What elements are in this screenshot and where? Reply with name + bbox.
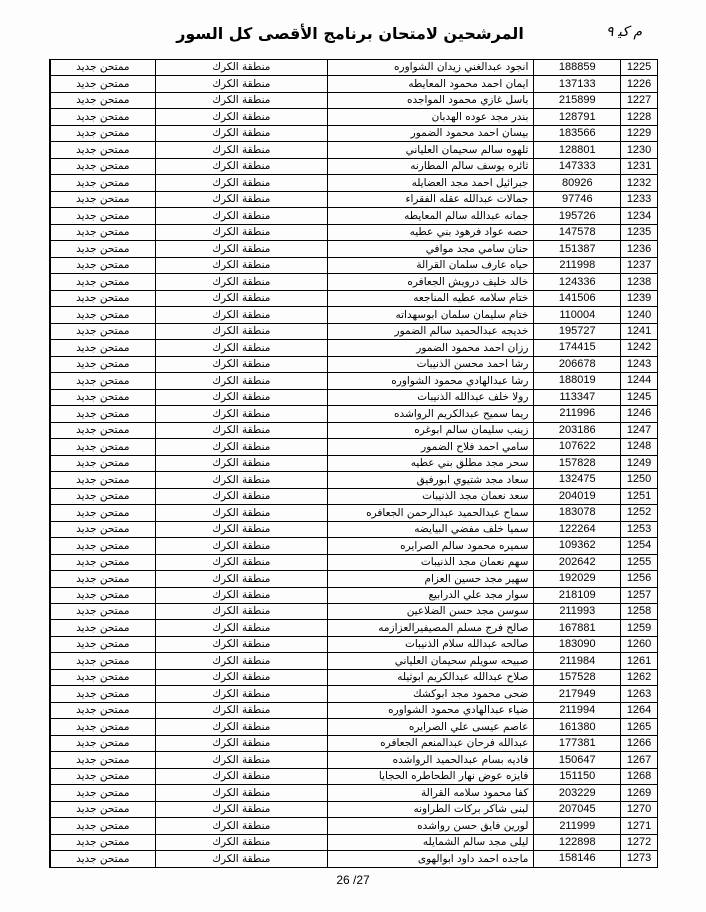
region-cell: منطقة الكرك [155, 620, 327, 635]
candidate-name-cell: ماجده احمد داود ابوالهوى [327, 851, 533, 866]
seq-cell: 1231 [620, 159, 657, 174]
table-row [50, 93, 657, 109]
region-cell: منطقة الكرك [155, 439, 327, 454]
region-cell: منطقة الكرك [155, 802, 327, 817]
region-cell: منطقة الكرك [155, 192, 327, 207]
candidate-name-cell: سامي احمد فلاح الضمور [327, 439, 533, 454]
seq-cell: 1251 [620, 489, 657, 504]
candidate-name-cell: خديجه عبدالحميد سالم الضمور [327, 324, 533, 339]
candidate-number-cell: 188859 [533, 60, 620, 75]
table-row [50, 324, 657, 340]
seq-cell: 1265 [620, 719, 657, 734]
seq-cell: 1253 [620, 522, 657, 537]
table-row [50, 653, 657, 669]
candidate-number-cell: 211998 [533, 258, 620, 273]
table-row [50, 851, 657, 866]
status-cell: ممتحن جديد [50, 175, 155, 190]
region-cell: منطقة الكرك [155, 142, 327, 157]
table-row [50, 373, 657, 389]
seq-cell: 1236 [620, 241, 657, 256]
seq-cell: 1227 [620, 93, 657, 108]
region-cell: منطقة الكرك [155, 390, 327, 405]
status-cell: ممتحن جديد [50, 274, 155, 289]
candidate-number-cell: 211993 [533, 604, 620, 619]
status-cell: ممتحن جديد [50, 76, 155, 91]
status-cell: ممتحن جديد [50, 802, 155, 817]
handwritten-note: م ﻛﯿ ۹ [606, 24, 642, 40]
status-cell: ممتحن جديد [50, 835, 155, 850]
candidate-name-cell: سعاد مجد شتيوي ابورفيق [327, 472, 533, 487]
table-row [50, 307, 657, 323]
candidate-number-cell: 183566 [533, 126, 620, 141]
status-cell: ممتحن جديد [50, 653, 155, 668]
candidate-name-cell: سحر مجد مطلق بني عطيه [327, 456, 533, 471]
table-row [50, 670, 657, 686]
region-cell: منطقة الكرك [155, 522, 327, 537]
region-cell: منطقة الكرك [155, 637, 327, 652]
candidates-table [49, 59, 658, 868]
table-row [50, 736, 657, 752]
candidate-name-cell: بيسان احمد محمود الضمور [327, 126, 533, 141]
candidate-name-cell: ضياء عبدالهادي محمود الشواوره [327, 703, 533, 718]
status-cell: ممتحن جديد [50, 620, 155, 635]
region-cell: منطقة الكرك [155, 736, 327, 751]
table-row [50, 76, 657, 92]
seq-cell: 1263 [620, 686, 657, 701]
seq-cell: 1241 [620, 324, 657, 339]
candidate-number-cell: 110004 [533, 307, 620, 322]
candidate-number-cell: 217949 [533, 686, 620, 701]
seq-cell: 1237 [620, 258, 657, 273]
candidate-number-cell: 122264 [533, 522, 620, 537]
status-cell: ممتحن جديد [50, 719, 155, 734]
status-cell: ممتحن جديد [50, 472, 155, 487]
candidate-name-cell: فايزه عوض نهار الطحاطره الحجايا [327, 769, 533, 784]
region-cell: منطقة الكرك [155, 588, 327, 603]
status-cell: ممتحن جديد [50, 406, 155, 421]
status-cell: ممتحن جديد [50, 538, 155, 553]
candidate-name-cell: لورين فايق حسن رواشده [327, 818, 533, 833]
seq-cell: 1232 [620, 175, 657, 190]
candidate-name-cell: بندر مجد عوده الهدبان [327, 109, 533, 124]
candidate-name-cell: ختام سليمان سلمان ابوسهداته [327, 307, 533, 322]
candidate-number-cell: 107622 [533, 439, 620, 454]
seq-cell: 1245 [620, 390, 657, 405]
candidate-number-cell: 203186 [533, 423, 620, 438]
status-cell: ممتحن جديد [50, 340, 155, 355]
candidate-number-cell: 211996 [533, 406, 620, 421]
status-cell: ممتحن جديد [50, 588, 155, 603]
table-row [50, 225, 657, 241]
seq-cell: 1234 [620, 208, 657, 223]
status-cell: ممتحن جديد [50, 93, 155, 108]
candidate-number-cell: 211984 [533, 653, 620, 668]
region-cell: منطقة الكرك [155, 423, 327, 438]
table-row [50, 241, 657, 257]
table-row [50, 538, 657, 554]
table-row [50, 192, 657, 208]
table-row [50, 258, 657, 274]
seq-cell: 1226 [620, 76, 657, 91]
seq-cell: 1248 [620, 439, 657, 454]
seq-cell: 1269 [620, 785, 657, 800]
candidate-number-cell: 203229 [533, 785, 620, 800]
region-cell: منطقة الكرك [155, 785, 327, 800]
seq-cell: 1229 [620, 126, 657, 141]
table-row [50, 571, 657, 587]
seq-cell: 1273 [620, 851, 657, 866]
status-cell: ممتحن جديد [50, 192, 155, 207]
table-row [50, 620, 657, 636]
region-cell: منطقة الكرك [155, 653, 327, 668]
table-row [50, 406, 657, 422]
region-cell: منطقة الكرك [155, 357, 327, 372]
candidate-number-cell: 132475 [533, 472, 620, 487]
table-row [50, 752, 657, 768]
candidate-number-cell: 183090 [533, 637, 620, 652]
status-cell: ممتحن جديد [50, 291, 155, 306]
candidate-number-cell: 113347 [533, 390, 620, 405]
status-cell: ممتحن جديد [50, 489, 155, 504]
status-cell: ممتحن جديد [50, 637, 155, 652]
table-row [50, 159, 657, 175]
table-row [50, 439, 657, 455]
region-cell: منطقة الكرك [155, 555, 327, 570]
candidate-number-cell: 157528 [533, 670, 620, 685]
candidate-name-cell: عاصم عيسى علي الصرايره [327, 719, 533, 734]
candidate-name-cell: رزان احمد محمود الضمور [327, 340, 533, 355]
seq-cell: 1235 [620, 225, 657, 240]
candidate-number-cell: 183078 [533, 505, 620, 520]
candidate-name-cell: رشا عبدالهادي محمود الشواوره [327, 373, 533, 388]
candidate-name-cell: سميره محمود سالم الصرايره [327, 538, 533, 553]
candidate-number-cell: 157828 [533, 456, 620, 471]
region-cell: منطقة الكرك [155, 258, 327, 273]
candidate-number-cell: 122898 [533, 835, 620, 850]
seq-cell: 1242 [620, 340, 657, 355]
candidate-name-cell: صالح فرج مسلم المصيفيرالعزازمه [327, 620, 533, 635]
table-row [50, 588, 657, 604]
status-cell: ممتحن جديد [50, 736, 155, 751]
seq-cell: 1240 [620, 307, 657, 322]
candidate-number-cell: 109362 [533, 538, 620, 553]
status-cell: ممتحن جديد [50, 571, 155, 586]
region-cell: منطقة الكرك [155, 225, 327, 240]
status-cell: ممتحن جديد [50, 307, 155, 322]
candidate-name-cell: خالد خليف درويش الجعافره [327, 274, 533, 289]
candidate-number-cell: 195726 [533, 208, 620, 223]
candidate-number-cell: 128801 [533, 142, 620, 157]
candidate-number-cell: 147333 [533, 159, 620, 174]
status-cell: ممتحن جديد [50, 142, 155, 157]
candidate-name-cell: جمالات عبدالله عقله الفقراء [327, 192, 533, 207]
status-cell: ممتحن جديد [50, 324, 155, 339]
region-cell: منطقة الكرك [155, 472, 327, 487]
seq-cell: 1267 [620, 752, 657, 767]
table-row [50, 769, 657, 785]
seq-cell: 1250 [620, 472, 657, 487]
status-cell: ممتحن جديد [50, 522, 155, 537]
region-cell: منطقة الكرك [155, 670, 327, 685]
table-row [50, 423, 657, 439]
region-cell: منطقة الكرك [155, 109, 327, 124]
region-cell: منطقة الكرك [155, 752, 327, 767]
region-cell: منطقة الكرك [155, 719, 327, 734]
table-row [50, 637, 657, 653]
status-cell: ممتحن جديد [50, 703, 155, 718]
status-cell: ممتحن جديد [50, 258, 155, 273]
seq-cell: 1271 [620, 818, 657, 833]
status-cell: ممتحن جديد [50, 373, 155, 388]
status-cell: ممتحن جديد [50, 423, 155, 438]
status-cell: ممتحن جديد [50, 505, 155, 520]
candidate-name-cell: رشا احمد محسن الذنيبات [327, 357, 533, 372]
candidate-number-cell: 161380 [533, 719, 620, 734]
candidate-name-cell: حياه عارف سلمان القرالة [327, 258, 533, 273]
candidate-number-cell: 192029 [533, 571, 620, 586]
status-cell: ممتحن جديد [50, 109, 155, 124]
candidate-name-cell: ثلهوه سالم سحيمان العلياني [327, 142, 533, 157]
table-row [50, 686, 657, 702]
status-cell: ممتحن جديد [50, 159, 155, 174]
status-cell: ممتحن جديد [50, 241, 155, 256]
page-title: المرشحين لامتحان برنامج الأقصى كل السور [176, 24, 524, 43]
seq-cell: 1252 [620, 505, 657, 520]
candidate-number-cell: 80926 [533, 175, 620, 190]
candidate-number-cell: 141506 [533, 291, 620, 306]
region-cell: منطقة الكرك [155, 489, 327, 504]
candidate-name-cell: رولا خلف عبدالله الذنيبات [327, 390, 533, 405]
candidate-name-cell: فاديه بسام عبدالحميد الرواشده [327, 752, 533, 767]
table-row [50, 142, 657, 158]
candidate-name-cell: زينب سليمان سالم ابوغره [327, 423, 533, 438]
candidate-number-cell: 128791 [533, 109, 620, 124]
region-cell: منطقة الكرك [155, 604, 327, 619]
candidate-number-cell: 124336 [533, 274, 620, 289]
status-cell: ممتحن جديد [50, 126, 155, 141]
candidate-name-cell: جمانه عبدالله سالم المعايطه [327, 208, 533, 223]
status-cell: ممتحن جديد [50, 785, 155, 800]
table-row [50, 835, 657, 851]
candidate-number-cell: 158146 [533, 851, 620, 866]
table-row [50, 340, 657, 356]
status-cell: ممتحن جديد [50, 769, 155, 784]
region-cell: منطقة الكرك [155, 505, 327, 520]
status-cell: ممتحن جديد [50, 851, 155, 866]
candidate-name-cell: ختام سلامه عطيه المناجعه [327, 291, 533, 306]
seq-cell: 1239 [620, 291, 657, 306]
seq-cell: 1230 [620, 142, 657, 157]
candidate-name-cell: سميا خلف مفضي البيايضه [327, 522, 533, 537]
candidate-name-cell: سوسن مجد حسن الضلاعين [327, 604, 533, 619]
status-cell: ممتحن جديد [50, 555, 155, 570]
seq-cell: 1246 [620, 406, 657, 421]
candidate-name-cell: كفا محمود سلامه القرالة [327, 785, 533, 800]
seq-cell: 1260 [620, 637, 657, 652]
candidate-number-cell: 211994 [533, 703, 620, 718]
region-cell: منطقة الكرك [155, 769, 327, 784]
candidate-name-cell: لبنى شاكر بركات الطراونه [327, 802, 533, 817]
region-cell: منطقة الكرك [155, 851, 327, 866]
candidate-number-cell: 215899 [533, 93, 620, 108]
table-row [50, 456, 657, 472]
seq-cell: 1228 [620, 109, 657, 124]
region-cell: منطقة الكرك [155, 274, 327, 289]
candidate-name-cell: جبرائيل احمد مجد العضايله [327, 175, 533, 190]
candidate-name-cell: صالحه عبدالله سلام الذنيبات [327, 637, 533, 652]
table-row [50, 390, 657, 406]
status-cell: ممتحن جديد [50, 357, 155, 372]
region-cell: منطقة الكرك [155, 456, 327, 471]
candidate-name-cell: صبيحه سويلم سحيمان العلياني [327, 653, 533, 668]
candidate-name-cell: ضحى محمود مجد ابوكشك [327, 686, 533, 701]
seq-cell: 1268 [620, 769, 657, 784]
status-cell: ممتحن جديد [50, 818, 155, 833]
candidate-number-cell: 151150 [533, 769, 620, 784]
region-cell: منطقة الكرك [155, 60, 327, 75]
candidate-name-cell: ليلى مجد سالم الشمايله [327, 835, 533, 850]
seq-cell: 1233 [620, 192, 657, 207]
candidate-number-cell: 188019 [533, 373, 620, 388]
status-cell: ممتحن جديد [50, 60, 155, 75]
candidate-name-cell: سوار مجد علي الدرابيع [327, 588, 533, 603]
candidate-name-cell: ثائره يوسف سالم المطارنه [327, 159, 533, 174]
seq-cell: 1225 [620, 60, 657, 75]
seq-cell: 1249 [620, 456, 657, 471]
candidate-number-cell: 195727 [533, 324, 620, 339]
seq-cell: 1238 [620, 274, 657, 289]
table-row [50, 60, 657, 76]
candidate-number-cell: 177381 [533, 736, 620, 751]
region-cell: منطقة الكرك [155, 241, 327, 256]
seq-cell: 1262 [620, 670, 657, 685]
table-row [50, 818, 657, 834]
table-row [50, 472, 657, 488]
region-cell: منطقة الكرك [155, 291, 327, 306]
region-cell: منطقة الكرك [155, 93, 327, 108]
status-cell: ممتحن جديد [50, 670, 155, 685]
table-row [50, 719, 657, 735]
status-cell: ممتحن جديد [50, 752, 155, 767]
seq-cell: 1256 [620, 571, 657, 586]
seq-cell: 1264 [620, 703, 657, 718]
candidate-number-cell: 137133 [533, 76, 620, 91]
seq-cell: 1254 [620, 538, 657, 553]
candidate-number-cell: 211999 [533, 818, 620, 833]
candidate-number-cell: 147578 [533, 225, 620, 240]
table-row [50, 274, 657, 290]
candidate-number-cell: 97746 [533, 192, 620, 207]
status-cell: ممتحن جديد [50, 208, 155, 223]
region-cell: منطقة الكرك [155, 175, 327, 190]
region-cell: منطقة الكرك [155, 208, 327, 223]
candidate-name-cell: حنان سامي مجد موافي [327, 241, 533, 256]
table-row [50, 208, 657, 224]
region-cell: منطقة الكرك [155, 686, 327, 701]
candidate-name-cell: ايمان احمد محمود المعايطه [327, 76, 533, 91]
candidate-name-cell: سماح عبدالحميد عبدالرحمن الجعافره [327, 505, 533, 520]
status-cell: ممتحن جديد [50, 686, 155, 701]
status-cell: ممتحن جديد [50, 604, 155, 619]
candidate-number-cell: 202642 [533, 555, 620, 570]
region-cell: منطقة الكرك [155, 340, 327, 355]
seq-cell: 1247 [620, 423, 657, 438]
table-row [50, 522, 657, 538]
table-row [50, 703, 657, 719]
region-cell: منطقة الكرك [155, 406, 327, 421]
table-row [50, 357, 657, 373]
candidate-name-cell: سعد نعمان مجد الذنيبات [327, 489, 533, 504]
table-row [50, 802, 657, 818]
region-cell: منطقة الكرك [155, 373, 327, 388]
status-cell: ممتحن جديد [50, 225, 155, 240]
region-cell: منطقة الكرك [155, 571, 327, 586]
region-cell: منطقة الكرك [155, 324, 327, 339]
seq-cell: 1259 [620, 620, 657, 635]
table-row [50, 604, 657, 620]
candidate-number-cell: 207045 [533, 802, 620, 817]
seq-cell: 1272 [620, 835, 657, 850]
candidate-number-cell: 204019 [533, 489, 620, 504]
seq-cell: 1261 [620, 653, 657, 668]
candidate-name-cell: عبدالله فرحان عبدالمنعم الجعافره [327, 736, 533, 751]
table-row [50, 505, 657, 521]
candidate-name-cell: حصه عواد فرهود بني عطيه [327, 225, 533, 240]
candidate-name-cell: انجود عبدالغني زيدان الشواوره [327, 60, 533, 75]
candidate-name-cell: ريما سميح عبدالكريم الرواشده [327, 406, 533, 421]
table-row [50, 555, 657, 571]
region-cell: منطقة الكرك [155, 818, 327, 833]
candidate-number-cell: 174415 [533, 340, 620, 355]
region-cell: منطقة الكرك [155, 126, 327, 141]
seq-cell: 1266 [620, 736, 657, 751]
candidate-name-cell: صلاح عبدالله عبدالكريم ابوثيله [327, 670, 533, 685]
candidate-number-cell: 167881 [533, 620, 620, 635]
table-row [50, 785, 657, 801]
seq-cell: 1257 [620, 588, 657, 603]
status-cell: ممتحن جديد [50, 456, 155, 471]
seq-cell: 1270 [620, 802, 657, 817]
region-cell: منطقة الكرك [155, 835, 327, 850]
seq-cell: 1243 [620, 357, 657, 372]
candidate-name-cell: سهم نعمان مجد الذنيبات [327, 555, 533, 570]
table-row [50, 489, 657, 505]
candidate-number-cell: 218109 [533, 588, 620, 603]
candidate-number-cell: 206678 [533, 357, 620, 372]
seq-cell: 1255 [620, 555, 657, 570]
region-cell: منطقة الكرك [155, 538, 327, 553]
candidate-number-cell: 150647 [533, 752, 620, 767]
region-cell: منطقة الكرك [155, 76, 327, 91]
table-row [50, 109, 657, 125]
table-row [50, 126, 657, 142]
region-cell: منطقة الكرك [155, 159, 327, 174]
candidate-number-cell: 151387 [533, 241, 620, 256]
seq-cell: 1244 [620, 373, 657, 388]
status-cell: ممتحن جديد [50, 439, 155, 454]
region-cell: منطقة الكرك [155, 703, 327, 718]
candidate-name-cell: باسل غازي محمود المواجده [327, 93, 533, 108]
status-cell: ممتحن جديد [50, 390, 155, 405]
region-cell: منطقة الكرك [155, 307, 327, 322]
page-number: 26 /27 [336, 873, 370, 887]
table-row [50, 175, 657, 191]
seq-cell: 1258 [620, 604, 657, 619]
table-row [50, 291, 657, 307]
candidate-name-cell: سهير مجد حسين العزام [327, 571, 533, 586]
